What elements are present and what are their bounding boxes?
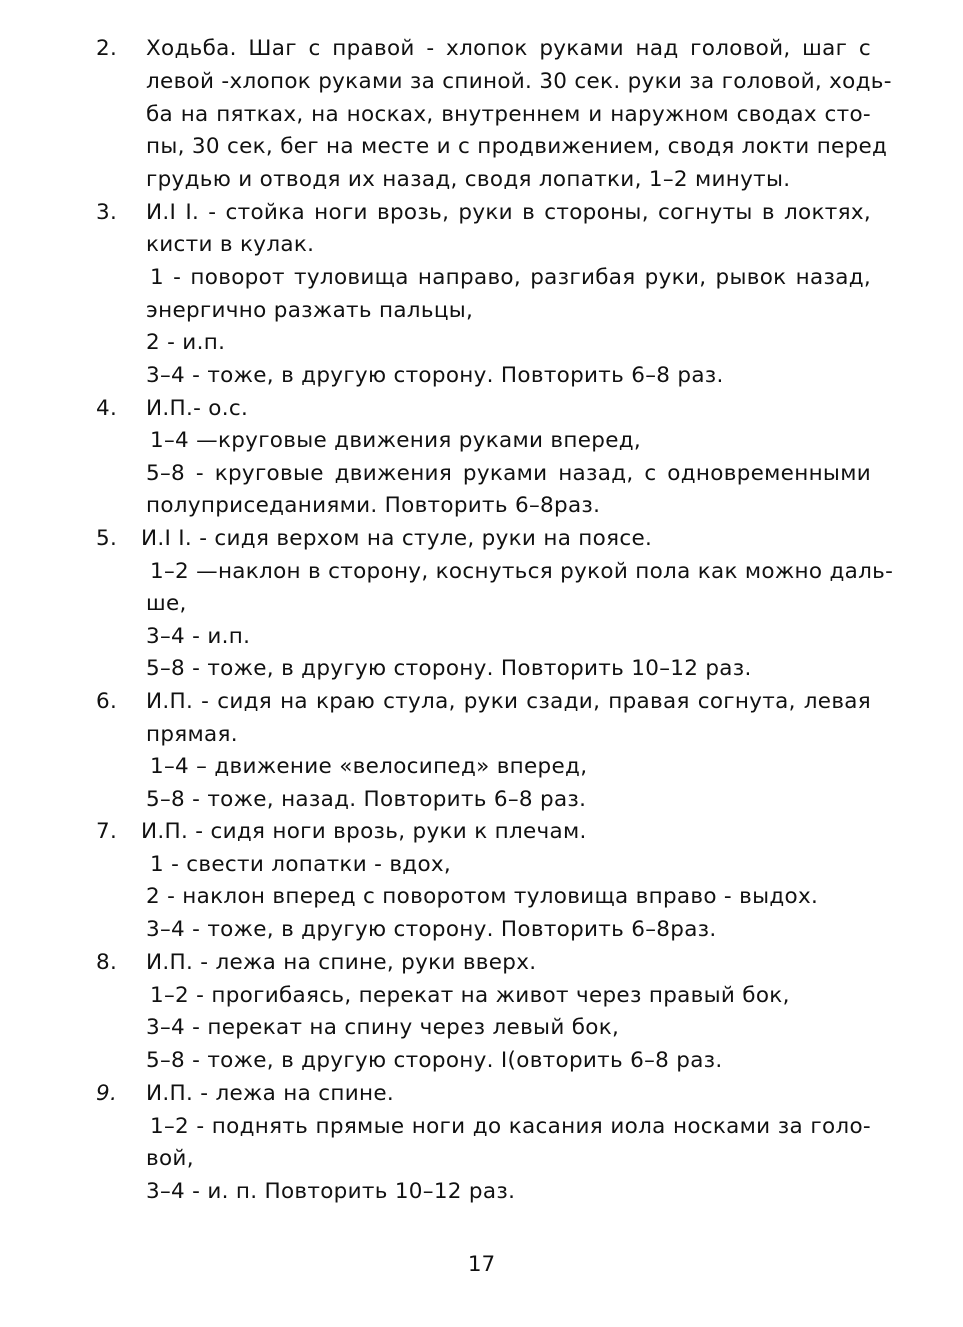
text-line: 1–4 – движение «велосипед» вперед, <box>150 754 588 779</box>
text-line: полуприседаниями. Повторить 6–8раз. <box>146 493 601 518</box>
item-number: 6. <box>96 689 118 714</box>
text-line: И.П.- о.с. <box>146 396 249 421</box>
item-number: 9. <box>96 1081 118 1106</box>
text-line: 3–4 - тоже, в другую сторону. Повторить 6–8 раз. <box>146 363 724 388</box>
text-line: И.I I. - сидя верхом на стуле, руки на поясе. <box>141 526 653 551</box>
text-line: ше, <box>146 591 187 616</box>
page-number: 17 <box>467 1252 496 1277</box>
item-number: 4. <box>96 396 118 421</box>
text-line: 5–8 - круговые движения руками назад, с одновременными <box>146 461 871 486</box>
text-line: 2 - и.п. <box>146 330 226 355</box>
text-line: 2 - наклон вперед с поворотом туловища вправо - выдох. <box>146 884 819 909</box>
text-line: 5–8 - тоже, назад. Повторить 6–8 раз. <box>146 787 587 812</box>
text-line: левой -хлопок руками за спиной. 30 сек. руки за головой, ходь- <box>146 69 892 94</box>
item-number: 3. <box>96 200 118 225</box>
text-line: 3–4 - перекат на спину через левый бок, <box>146 1015 620 1040</box>
text-line: Ходьба. Шаг с правой - хлопок руками над головой, шаг с <box>146 36 871 61</box>
text-line: кисти в кулак. <box>146 232 315 257</box>
text-line: 1–2 - прогибаясь, перекат на живот через правый бок, <box>150 983 790 1008</box>
text-line: грудью и отводя их назад, сводя лопатки, 1–2 минуты. <box>146 167 791 192</box>
text-line: И.П. - лежа на спине. <box>146 1081 395 1106</box>
text-line: энергично разжать пальцы, <box>146 298 474 323</box>
text-line: 3–4 - тоже, в другую сторону. Повторить 6–8раз. <box>146 917 717 942</box>
text-line: И.П. - сидя на краю стула, руки сзади, правая согнута, левая <box>146 689 871 714</box>
text-line: 3–4 - и. п. Повторить 10–12 раз. <box>146 1179 516 1204</box>
item-number: 7. <box>96 819 118 844</box>
text-line: ба на пятках, на носках, внутреннем и наружном сводах сто- <box>146 102 871 127</box>
text-line: 1–2 - поднять прямые ноги до касания иола носками за голо- <box>150 1114 871 1139</box>
text-line: 1 - свести лопатки - вдох, <box>150 852 452 877</box>
item-number: 5. <box>96 526 118 551</box>
item-number: 8. <box>96 950 118 975</box>
text-line: 3–4 - и.п. <box>146 624 251 649</box>
text-line: 5–8 - тоже, в другую сторону. I(овторить 6–8 раз. <box>146 1048 723 1073</box>
text-line: И.П. - сидя ноги врозь, руки к плечам. <box>141 819 587 844</box>
text-line: И.I I. - стойка ноги врозь, руки в стороны, согнуты в локтях, <box>146 200 871 225</box>
text-line: прямая. <box>146 722 238 747</box>
text-line: И.П. - лежа на спине, руки вверх. <box>146 950 537 975</box>
text-line: 1–2 —наклон в сторону, коснуться рукой пола как можно даль- <box>150 559 894 584</box>
item-number: 2. <box>96 36 118 61</box>
text-line: 1 - поворот туловища направо, разгибая руки, рывок назад, <box>150 265 871 290</box>
text-line: 5–8 - тоже, в другую сторону. Повторить 10–12 раз. <box>146 656 752 681</box>
text-line: вой, <box>146 1146 194 1171</box>
text-line: пы, 30 сек, бег на месте и с продвижением, сводя локти перед <box>146 134 888 159</box>
text-line: 1–4 —круговые движения руками вперед, <box>150 428 642 453</box>
